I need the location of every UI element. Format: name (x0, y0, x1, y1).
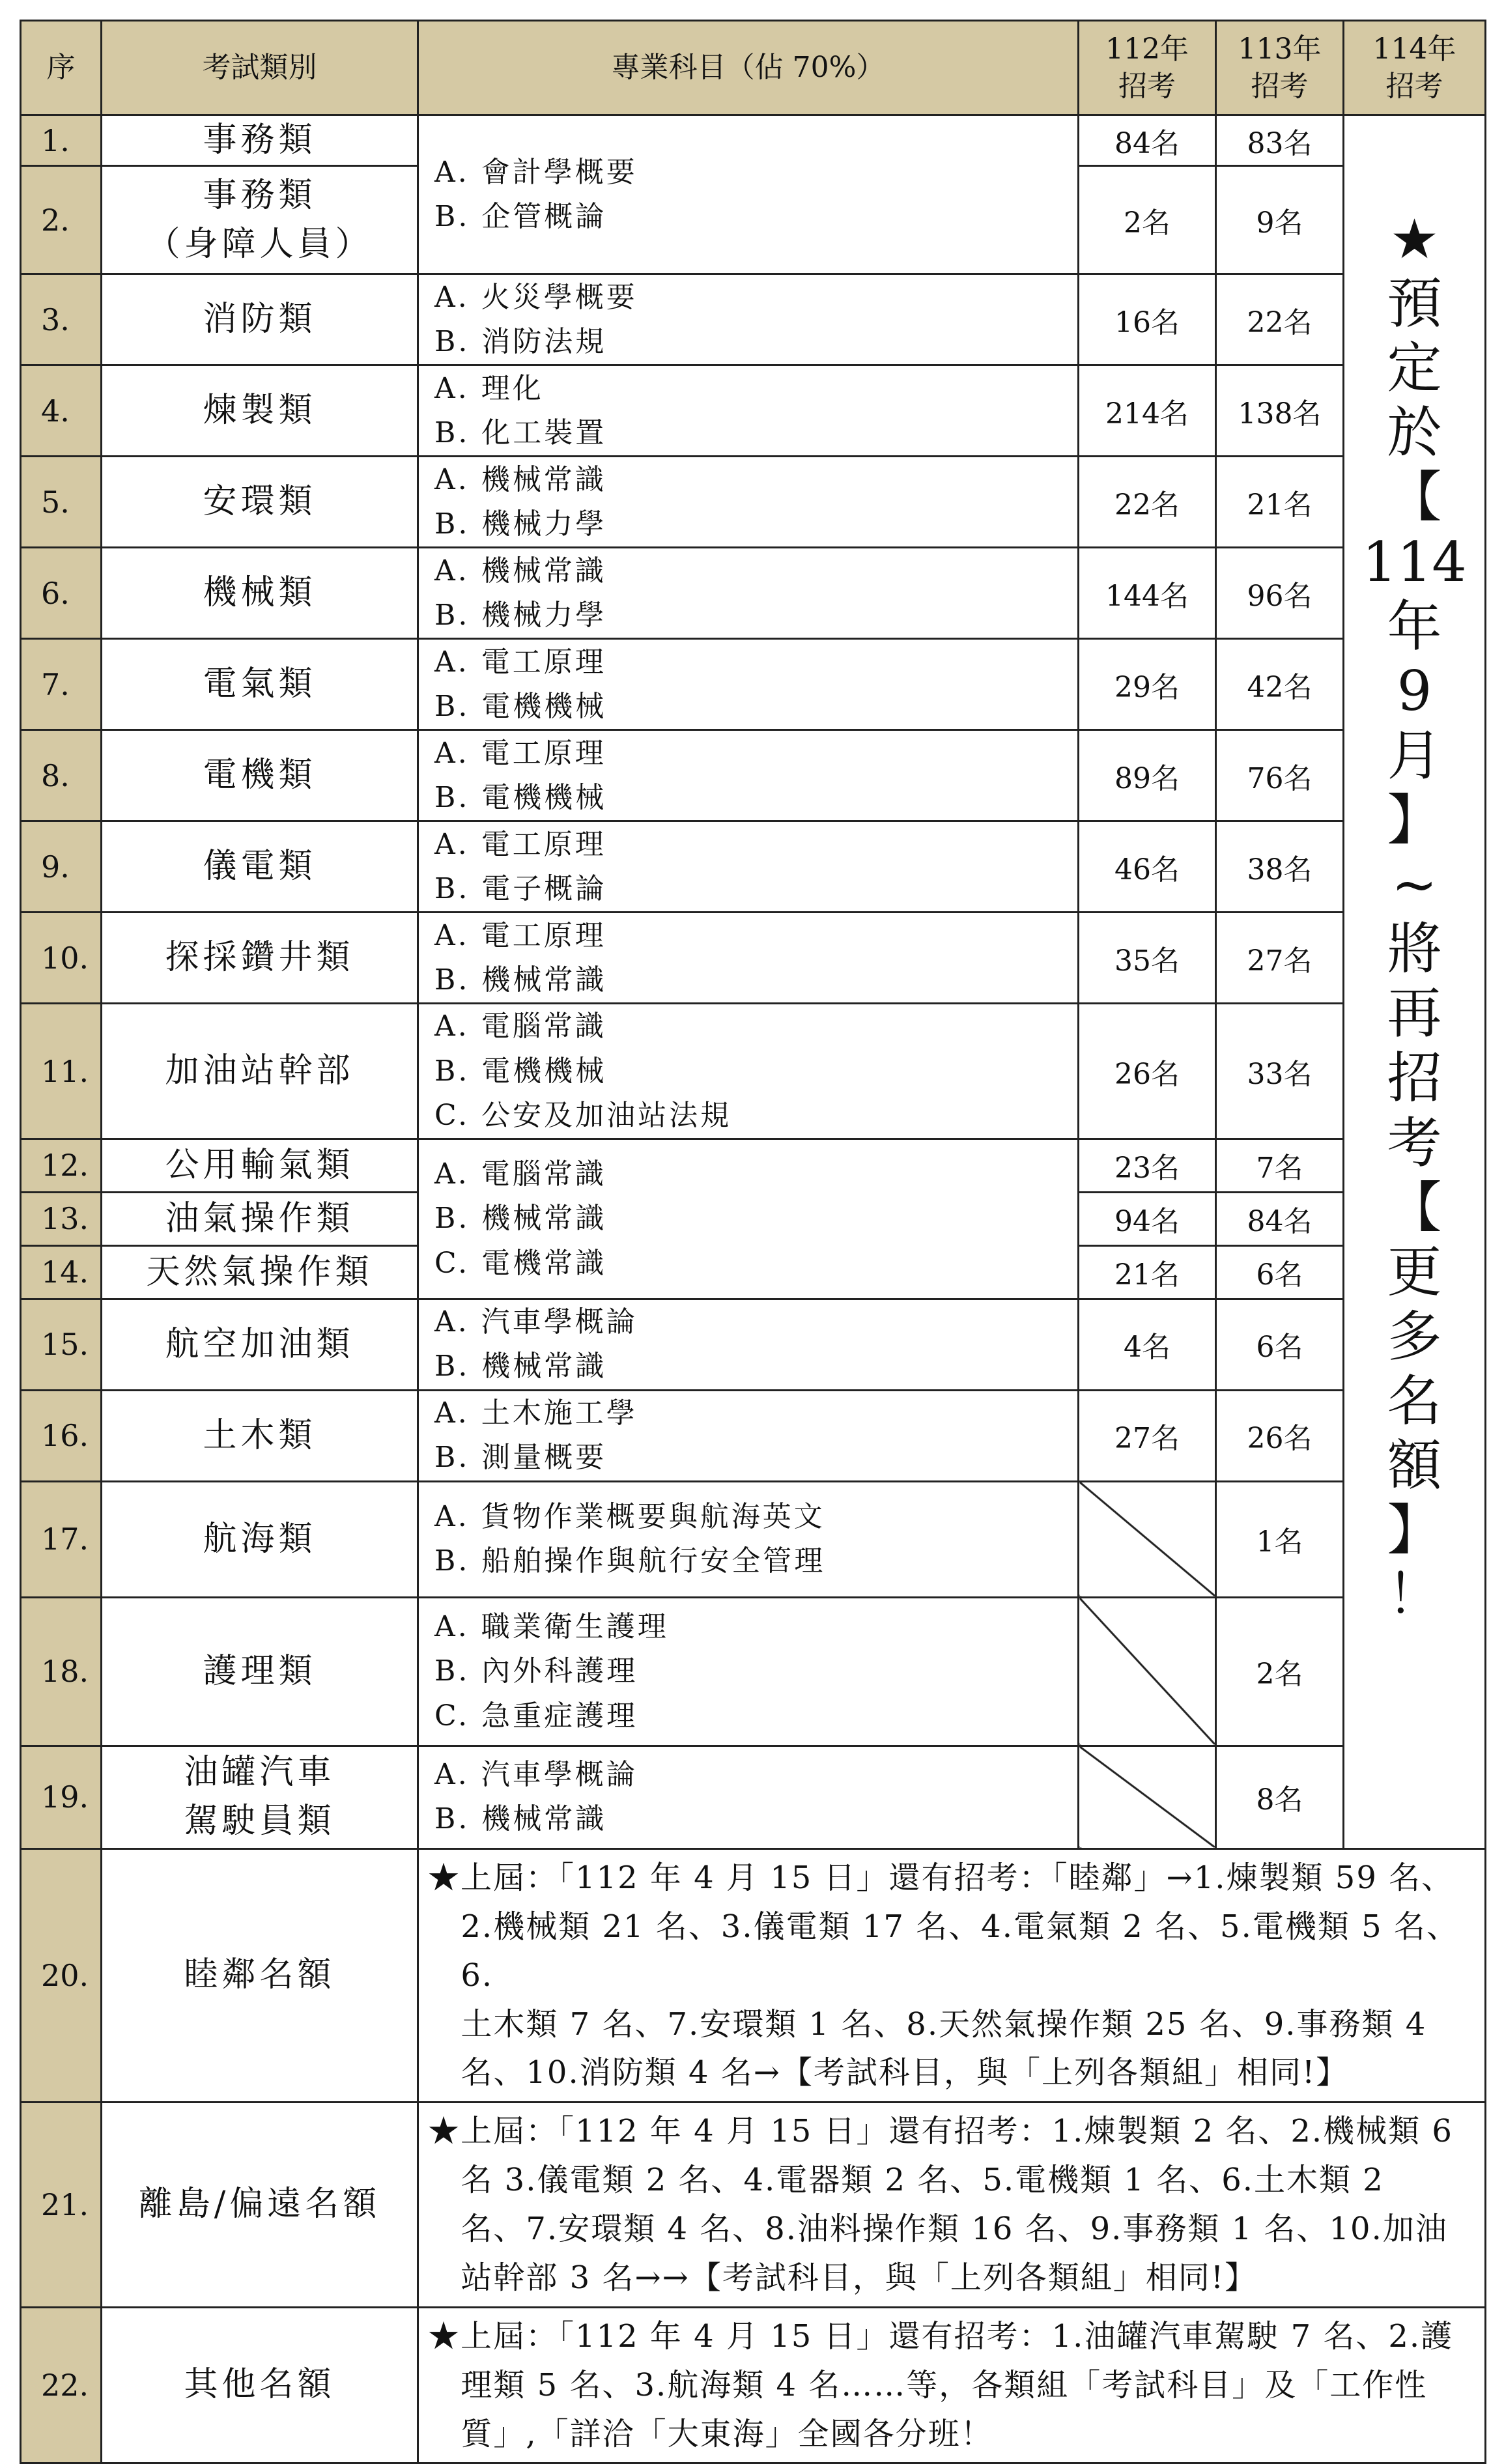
row-subjects (418, 1390, 1079, 1481)
notice-char: 更 (1387, 1239, 1442, 1304)
header-category: 考試類別 (102, 21, 418, 115)
row-seq: 2. (21, 166, 102, 274)
notice-char: 】 (1387, 787, 1442, 852)
row-subjects (418, 1597, 1079, 1746)
row-113: 7名 (1216, 1139, 1344, 1192)
row-seq: 9. (21, 821, 102, 913)
row-113: 22名 (1216, 274, 1344, 365)
header-subjects: 專業科目（佔 70%） (418, 21, 1079, 115)
category-line: （身障人員） (146, 224, 373, 264)
table-row (21, 548, 1486, 639)
row-category: 天然氣操作類 (102, 1245, 418, 1299)
exam-table (20, 20, 1486, 2464)
note-row (21, 1848, 1486, 2102)
header-114-year: 114年 (1372, 32, 1456, 66)
row-category: 護理類 (102, 1597, 418, 1746)
notice-char: 額 (1387, 1434, 1442, 1498)
row-category (102, 166, 418, 274)
note-line: 名、7.安環類 4 名、8.油料操作類 16 名、9.事務類 1 名、10.加油 (461, 2211, 1448, 2248)
row-subjects (418, 1481, 1079, 1597)
row-112: 23名 (1079, 1139, 1216, 1192)
header-row (21, 21, 1486, 115)
row-113: 21名 (1216, 457, 1344, 548)
subject-line: A. 會計學概要 (434, 155, 638, 189)
category-line: 油罐汽車 (184, 1753, 335, 1792)
subject-line: B. 機械常識 (434, 963, 607, 997)
subject-line: B. 消防法規 (434, 324, 607, 358)
note-line: 站幹部 3 名→→【考試科目，與「上列各類組」相同!】 (461, 2259, 1258, 2296)
header-seq: 序 (21, 21, 102, 115)
subject-line: A. 火災學概要 (434, 280, 638, 314)
table-row (21, 821, 1486, 913)
note-text (418, 2307, 1486, 2463)
row-seq: 17. (21, 1481, 102, 1597)
notice-char: 招 (1387, 1046, 1442, 1111)
row-seq: 19. (21, 1746, 102, 1848)
note-row (21, 2307, 1486, 2463)
header-112-year: 112年 (1105, 32, 1189, 66)
notice-char: 月 (1387, 723, 1442, 787)
y114-notice (1344, 115, 1486, 1849)
row-seq: 14. (21, 1245, 102, 1299)
note-line: ★上屆：「112 年 4 月 15 日」還有招考：1.煉製類 2 名、2.機械類 6 (428, 2113, 1453, 2150)
row-113: 33名 (1216, 1004, 1344, 1139)
notice-char: 】 (1387, 1498, 1442, 1563)
row-113: 84名 (1216, 1192, 1344, 1245)
subject-line: A. 土木施工學 (434, 1396, 638, 1430)
notice-char: 再 (1387, 982, 1442, 1046)
row-category: 加油站幹部 (102, 1004, 418, 1139)
row-category: 油氣操作類 (102, 1192, 418, 1245)
row-category (102, 1746, 418, 1848)
subject-line: C. 急重症護理 (434, 1699, 638, 1733)
row-category: 離島/偏遠名額 (102, 2103, 418, 2308)
header-113 (1216, 21, 1344, 115)
row-category: 煉製類 (102, 365, 418, 457)
subject-line: A. 貨物作業概要與航海英文 (434, 1500, 825, 1534)
row-seq: 12. (21, 1139, 102, 1192)
row-113: 42名 (1216, 639, 1344, 730)
note-line: 理類 5 名、3.航海類 4 名……等，各類組「考試科目」及「工作性 (461, 2366, 1428, 2403)
row-subjects (418, 1299, 1079, 1390)
row-subjects (418, 1004, 1079, 1139)
row-seq: 11. (21, 1004, 102, 1139)
subject-line: A. 電工原理 (434, 827, 606, 861)
notice-char: 【 (1387, 1175, 1442, 1239)
row-seq: 4. (21, 365, 102, 457)
note-row (21, 2103, 1486, 2308)
row-seq: 22. (21, 2307, 102, 2463)
header-112 (1079, 21, 1216, 115)
table-row (21, 1139, 1486, 1192)
row-seq: 5. (21, 457, 102, 548)
note-text (418, 2103, 1486, 2308)
row-category: 機械類 (102, 548, 418, 639)
row-subjects (418, 274, 1079, 365)
row-112: 35名 (1079, 913, 1216, 1004)
row-subjects (418, 913, 1079, 1004)
row-category: 安環類 (102, 457, 418, 548)
header-114-label: 招考 (1385, 70, 1443, 103)
subject-line: C. 公安及加油站法規 (434, 1098, 732, 1132)
row-113: 76名 (1216, 730, 1344, 821)
note-text (418, 1848, 1486, 2102)
subject-line: A. 機械常識 (434, 554, 606, 588)
table-row (21, 639, 1486, 730)
row-seq: 13. (21, 1192, 102, 1245)
notice-char: ★ (1389, 207, 1440, 271)
row-seq: 21. (21, 2103, 102, 2308)
notice-char: 114 (1362, 530, 1467, 594)
row-112: 22名 (1079, 457, 1216, 548)
row-subjects (418, 821, 1079, 913)
row-113: 6名 (1216, 1245, 1344, 1299)
subject-line: B. 機械常識 (434, 1350, 607, 1383)
notice-char: 9 (1397, 658, 1432, 723)
row-112: 16名 (1079, 274, 1216, 365)
notice-char: 考 (1387, 1111, 1442, 1175)
subject-line: B. 電機機械 (434, 1054, 607, 1088)
header-113-label: 招考 (1251, 70, 1309, 103)
table-row (21, 913, 1486, 1004)
row-seq: 18. (21, 1597, 102, 1746)
row-113: 8名 (1216, 1746, 1344, 1848)
row-subjects (418, 639, 1079, 730)
header-114 (1344, 21, 1486, 115)
row-seq: 20. (21, 1848, 102, 2102)
notice-char: 年 (1387, 594, 1442, 658)
row-category: 航空加油類 (102, 1299, 418, 1390)
row-subjects (418, 1139, 1079, 1299)
row-category: 電機類 (102, 730, 418, 821)
notice-char: ！ (1387, 1563, 1442, 1627)
subject-line: A. 機械常識 (434, 462, 606, 496)
subject-line: A. 電腦常識 (434, 1157, 606, 1191)
subject-line: A. 職業衛生護理 (434, 1610, 669, 1644)
subject-line: B. 測量概要 (434, 1441, 607, 1475)
header-113-year: 113年 (1238, 32, 1322, 66)
table-row (21, 115, 1486, 166)
note-line: 名、10.消防類 4 名→【考試科目，與「上列各類組」相同!】 (461, 2054, 1349, 2091)
row-subjects (418, 365, 1079, 457)
row-113: 38名 (1216, 821, 1344, 913)
table-row (21, 457, 1486, 548)
row-seq: 10. (21, 913, 102, 1004)
row-seq: 15. (21, 1299, 102, 1390)
notice-char: 於 (1387, 401, 1442, 465)
row-seq: 1. (21, 115, 102, 166)
subject-line: B. 機械力學 (434, 507, 607, 541)
notice-char: 預 (1387, 272, 1442, 336)
table-row (21, 1299, 1486, 1390)
note-line: ★上屆：「112 年 4 月 15 日」還有招考：「睦鄰」→1.煉製類 59 名、 (428, 1859, 1454, 1896)
row-category: 航海類 (102, 1481, 418, 1597)
row-112: 89名 (1079, 730, 1216, 821)
row-category: 公用輸氣類 (102, 1139, 418, 1192)
row-category: 事務類 (102, 115, 418, 166)
row-seq: 16. (21, 1390, 102, 1481)
row-112: 214名 (1079, 365, 1216, 457)
table-row (21, 1746, 1486, 1848)
table-row (21, 1597, 1486, 1746)
row-seq: 3. (21, 274, 102, 365)
table-row (21, 1390, 1486, 1481)
row-112: 21名 (1079, 1245, 1216, 1299)
category-line: 事務類 (203, 175, 317, 215)
subject-line: B. 電機機械 (434, 689, 607, 723)
row-113: 6名 (1216, 1299, 1344, 1390)
subject-line: A. 電工原理 (434, 736, 606, 770)
row-seq: 6. (21, 548, 102, 639)
subject-line: A. 電工原理 (434, 645, 606, 679)
subject-line: B. 內外科護理 (434, 1654, 638, 1688)
row-category: 儀電類 (102, 821, 418, 913)
subject-line: B. 電子概論 (434, 871, 607, 905)
row-category: 其他名額 (102, 2307, 418, 2463)
row-112-empty-slash (1079, 1746, 1216, 1848)
subject-line: B. 機械常識 (434, 1202, 607, 1236)
notice-char: 將 (1387, 917, 1442, 982)
subject-line: B. 機械力學 (434, 598, 607, 632)
notice-char: 多 (1387, 1304, 1442, 1368)
notice-char: ~ (1391, 853, 1438, 917)
row-subjects (418, 548, 1079, 639)
row-112: 144名 (1079, 548, 1216, 639)
row-category: 探採鑽井類 (102, 913, 418, 1004)
table-row (21, 274, 1486, 365)
row-113: 27名 (1216, 913, 1344, 1004)
row-112: 84名 (1079, 115, 1216, 166)
row-113: 96名 (1216, 548, 1344, 639)
row-112: 26名 (1079, 1004, 1216, 1139)
subject-line: B. 化工裝置 (434, 416, 607, 449)
row-113: 1名 (1216, 1481, 1344, 1597)
table-row (21, 730, 1486, 821)
row-subjects (418, 457, 1079, 548)
notice-char: 名 (1387, 1368, 1442, 1433)
y114-notice-text (1362, 207, 1466, 1627)
row-113: 138名 (1216, 365, 1344, 457)
row-113: 2名 (1216, 1597, 1344, 1746)
category-line: 駕駛員類 (184, 1802, 335, 1841)
subject-line: B. 機械常識 (434, 1802, 607, 1836)
header-112-label: 招考 (1118, 70, 1176, 103)
table-row (21, 1004, 1486, 1139)
row-category: 消防類 (102, 274, 418, 365)
notice-char: 定 (1387, 336, 1442, 401)
row-subjects (418, 115, 1079, 274)
table-row (21, 365, 1486, 457)
note-line: 質」,「詳洽「大東海」全國各分班！ (461, 2415, 993, 2452)
row-112: 29名 (1079, 639, 1216, 730)
note-line: ★上屆：「112 年 4 月 15 日」還有招考：1.油罐汽車駕駛 7 名、2.護 (428, 2317, 1454, 2355)
row-112: 46名 (1079, 821, 1216, 913)
subject-line: A. 電工原理 (434, 918, 606, 952)
note-line: 名 3.儀電類 2 名、4.電器類 2 名、5.電機類 1 名、6.土木類 2 (461, 2162, 1384, 2199)
row-112-empty-slash (1079, 1597, 1216, 1746)
subject-line: B. 企管概論 (434, 199, 607, 233)
note-line: 土木類 7 名、7.安環類 1 名、8.天然氣操作類 25 名、9.事務類 4 (461, 2005, 1427, 2043)
row-category: 睦鄰名額 (102, 1848, 418, 2102)
row-seq: 7. (21, 639, 102, 730)
subject-line: A. 電腦常識 (434, 1010, 606, 1043)
row-112: 27名 (1079, 1390, 1216, 1481)
row-112: 2名 (1079, 166, 1216, 274)
row-112-empty-slash (1079, 1481, 1216, 1597)
notice-char: 【 (1387, 465, 1442, 530)
table-row (21, 1481, 1486, 1597)
subject-line: C. 電機常識 (434, 1246, 607, 1280)
row-113: 83名 (1216, 115, 1344, 166)
subject-line: A. 汽車學概論 (434, 1305, 638, 1339)
subject-line: B. 電機機械 (434, 780, 607, 814)
row-category: 電氣類 (102, 639, 418, 730)
row-subjects (418, 1746, 1079, 1848)
row-category: 土木類 (102, 1390, 418, 1481)
row-113: 26名 (1216, 1390, 1344, 1481)
note-line: 2.機械類 21 名、3.儀電類 17 名、4.電氣類 2 名、5.電機類 5 名、6. (461, 1908, 1459, 1994)
row-113: 9名 (1216, 166, 1344, 274)
subject-line: B. 船舶操作與航行安全管理 (434, 1544, 826, 1578)
row-seq: 8. (21, 730, 102, 821)
row-112: 4名 (1079, 1299, 1216, 1390)
row-subjects (418, 730, 1079, 821)
subject-line: A. 理化 (434, 371, 544, 405)
row-112: 94名 (1079, 1192, 1216, 1245)
subject-line: A. 汽車學概論 (434, 1758, 638, 1792)
